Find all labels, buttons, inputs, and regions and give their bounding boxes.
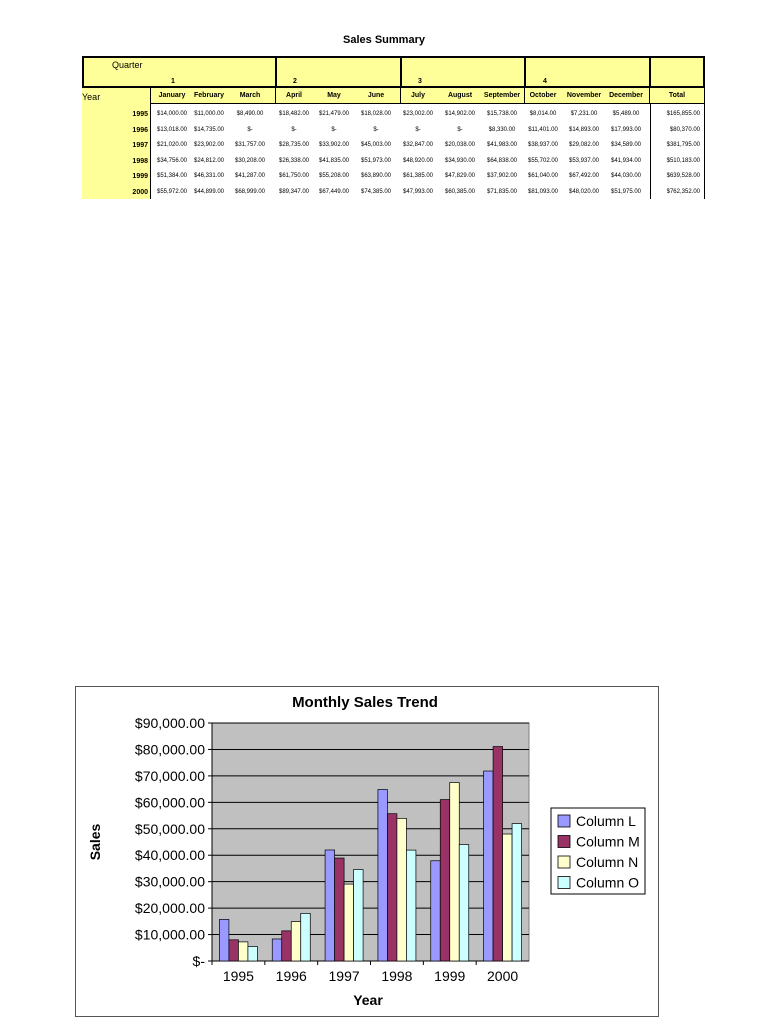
legend-label: Column M xyxy=(576,833,640,850)
chart-legend xyxy=(551,808,645,894)
bar xyxy=(503,834,513,961)
x-tick-label: 1999 xyxy=(434,968,466,984)
table-cell: $8,330.00 xyxy=(488,126,516,133)
y-tick-label: $70,000.00 xyxy=(134,767,205,784)
table-cell: $81,093.00 xyxy=(527,188,559,195)
table-cell: $67,492.00 xyxy=(568,173,600,179)
year-label: Year xyxy=(82,92,101,102)
data-cells xyxy=(150,104,719,199)
header-divider xyxy=(275,88,276,104)
table-cell: $60,385.00 xyxy=(444,188,476,195)
month-header: August xyxy=(447,92,473,99)
sheet-title: Sales Summary xyxy=(343,34,425,46)
table-cell: $37,902.00 xyxy=(486,173,518,179)
quarter-divider xyxy=(524,56,526,86)
table-cell: $63,890.00 xyxy=(360,173,392,179)
y-tick-label: $- xyxy=(192,953,205,969)
legend-swatch xyxy=(558,877,570,889)
y-tick-label: $80,000.00 xyxy=(134,741,205,758)
quarter-header-row xyxy=(82,56,705,88)
table-cell: $21,020.00 xyxy=(156,142,188,148)
bar xyxy=(406,850,416,961)
table-cell: $29,082.00 xyxy=(568,142,600,148)
table-cell: $38,937.00 xyxy=(527,142,559,148)
table-cell: $- xyxy=(373,126,379,133)
table-cell: $41,934.00 xyxy=(610,157,642,164)
table-cell: $- xyxy=(247,126,253,133)
table-cell: $71,835.00 xyxy=(486,188,518,195)
table-cell: $30,208.00 xyxy=(234,157,266,164)
table-cell: $32,847.00 xyxy=(402,142,434,148)
table-cell: $61,385.00 xyxy=(402,173,434,179)
table-cell: $51,973.00 xyxy=(360,157,392,164)
table-cell: $44,030.00 xyxy=(610,173,642,179)
plot-background xyxy=(212,723,529,961)
row-year: 1999 xyxy=(132,173,148,180)
table-cell: $68,999.00 xyxy=(234,188,266,195)
bar xyxy=(282,931,292,961)
bar xyxy=(378,790,388,961)
total-cell: $639,528.00 xyxy=(666,173,700,179)
x-tick-label: 1998 xyxy=(381,968,413,984)
month-header: February xyxy=(194,92,224,99)
y-tick-label: $50,000.00 xyxy=(134,820,205,837)
table-cell: $17,993.00 xyxy=(610,126,642,133)
table-cell: $44,899.00 xyxy=(193,188,225,195)
total-column xyxy=(650,104,705,199)
table-cell: $23,002.00 xyxy=(402,111,434,117)
table-cell: $34,589.00 xyxy=(610,142,642,148)
bar xyxy=(325,850,335,961)
table-cell: $33,902.00 xyxy=(318,142,350,148)
table-cell: $20,038.00 xyxy=(444,142,476,148)
total-header: Total xyxy=(668,92,686,99)
legend-label: Column N xyxy=(576,854,639,870)
table-cell: $53,937.00 xyxy=(568,157,600,164)
y-tick-label: $10,000.00 xyxy=(134,926,205,943)
header-divider xyxy=(400,88,401,104)
x-tick-label: 1995 xyxy=(222,968,254,984)
table-cell: $- xyxy=(291,126,297,133)
table-cell: $41,835.00 xyxy=(318,157,350,164)
header-divider xyxy=(524,88,525,104)
total-cell: $80,370.00 xyxy=(669,126,700,133)
header-divider xyxy=(649,88,650,104)
table-cell: $24,812.00 xyxy=(193,157,225,164)
y-tick-label: $30,000.00 xyxy=(134,873,205,890)
y-tick-label: $90,000.00 xyxy=(134,715,205,731)
quarter-label: Quarter xyxy=(112,60,143,70)
x-tick-label: 1996 xyxy=(275,968,307,984)
legend-swatch xyxy=(558,856,570,868)
table-cell: $48,020.00 xyxy=(568,188,600,195)
bar xyxy=(431,861,441,961)
bar xyxy=(301,913,311,961)
total-cell: $510,183.00 xyxy=(666,157,700,164)
bar xyxy=(484,771,494,961)
month-header: March xyxy=(239,92,261,99)
quarter-number: 4 xyxy=(543,78,547,85)
table-cell: $61,750.00 xyxy=(278,173,310,179)
month-header: December xyxy=(609,92,643,99)
table-cell: $18,028.00 xyxy=(360,111,392,117)
y-tick-label: $40,000.00 xyxy=(134,847,205,864)
bar xyxy=(272,939,282,961)
table-cell: $23,902.00 xyxy=(193,142,225,148)
table-cell: $- xyxy=(331,126,337,133)
legend-swatch xyxy=(558,815,570,827)
bar xyxy=(440,800,450,961)
legend-label: Column L xyxy=(576,813,636,829)
x-tick-label: 2000 xyxy=(487,968,519,984)
bar xyxy=(291,922,301,961)
table-cell: $14,735.00 xyxy=(193,126,225,133)
table-cell: $26,338.00 xyxy=(278,157,310,164)
table-cell: $55,702.00 xyxy=(527,157,559,164)
table-cell: $21,479.00 xyxy=(318,111,350,117)
row-year: 1998 xyxy=(132,157,148,165)
y-tick-label: $60,000.00 xyxy=(134,794,205,811)
bar xyxy=(459,845,469,961)
total-cell: $381,795.00 xyxy=(666,142,700,148)
quarter-number: 1 xyxy=(171,78,175,85)
monthly-sales-chart xyxy=(76,687,658,1016)
table-cell: $47,993.00 xyxy=(402,188,434,195)
table-cell: $8,490.00 xyxy=(236,111,264,117)
table-cell: $46,331.00 xyxy=(193,173,225,179)
bar xyxy=(387,814,397,961)
table-cell: $18,482.00 xyxy=(278,111,310,117)
row-year: 1995 xyxy=(132,111,148,118)
chart-area xyxy=(75,686,659,1017)
table-cell: $51,384.00 xyxy=(156,173,188,179)
table-cell: $- xyxy=(415,126,421,133)
table-cell: $41,983.00 xyxy=(486,142,518,148)
y-tick-label: $20,000.00 xyxy=(134,900,205,917)
table-cell: $55,208.00 xyxy=(318,173,350,179)
bar xyxy=(512,824,522,961)
table-cell: $48,920.00 xyxy=(402,157,434,164)
table-cell: $5,489.00 xyxy=(612,111,640,117)
x-axis-title: Year xyxy=(353,992,383,1008)
table-cell: $55,972.00 xyxy=(156,188,188,195)
quarter-divider xyxy=(275,56,277,86)
row-year: 2000 xyxy=(132,188,148,196)
legend-label: Column O xyxy=(576,874,640,891)
month-header: July xyxy=(410,92,425,99)
table-cell: $13,018.00 xyxy=(156,126,188,133)
month-header: May xyxy=(327,92,341,99)
bar xyxy=(493,747,503,961)
table-cell: $74,385.00 xyxy=(360,188,392,195)
table-cell: $8,014.00 xyxy=(529,111,557,117)
table-cell: $34,930.00 xyxy=(444,157,476,164)
bar xyxy=(219,919,229,961)
table-cell: $89,347.00 xyxy=(278,188,310,195)
month-header: April xyxy=(286,92,302,99)
row-year: 1997 xyxy=(132,142,148,149)
table-cell: $45,003.00 xyxy=(360,142,392,148)
table-cell: $11,000.00 xyxy=(194,111,224,117)
sales-summary-table xyxy=(82,56,705,199)
month-header: June xyxy=(367,92,385,99)
legend-swatch xyxy=(558,836,570,848)
bar xyxy=(397,818,407,961)
chart-title: Monthly Sales Trend xyxy=(292,694,438,711)
table-cell: $14,893.00 xyxy=(568,126,600,133)
bar xyxy=(450,783,460,961)
month-header: January xyxy=(158,92,186,99)
total-cell: $762,352.00 xyxy=(666,188,700,195)
table-cell: $11,401.00 xyxy=(528,126,558,133)
bar xyxy=(335,858,345,961)
table-cell: $14,902.00 xyxy=(444,111,476,117)
y-axis-title: Sales xyxy=(87,823,103,861)
table-cell: $47,829.00 xyxy=(444,173,476,179)
quarter-number: 3 xyxy=(418,78,422,85)
month-header: September xyxy=(483,92,521,99)
table-cell: $61,040.00 xyxy=(527,173,559,179)
bar xyxy=(354,870,364,961)
month-header: October xyxy=(529,92,557,99)
table-cell: $51,975.00 xyxy=(610,188,642,195)
bar xyxy=(229,940,239,961)
table-cell: $34,756.00 xyxy=(156,157,188,164)
table-cell: $7,231.00 xyxy=(570,111,598,117)
table-cell: $- xyxy=(457,126,463,133)
table-cell: $31,757.00 xyxy=(234,142,266,148)
x-tick-label: 1997 xyxy=(328,968,360,984)
quarter-number: 2 xyxy=(293,78,297,85)
row-year: 1996 xyxy=(132,126,148,134)
quarter-divider xyxy=(400,56,402,86)
table-cell: $67,449.00 xyxy=(318,188,350,195)
bar xyxy=(238,942,248,961)
table-cell: $41,287.00 xyxy=(234,173,266,179)
table-cell: $15,738.00 xyxy=(486,111,518,117)
table-cell: $28,735.00 xyxy=(278,142,310,148)
total-cell: $165,855.00 xyxy=(666,111,700,117)
table-cell: $14,000.00 xyxy=(156,111,188,117)
bar xyxy=(344,884,354,961)
month-header: November xyxy=(566,92,602,99)
table-cell: $64,838.00 xyxy=(486,157,518,164)
quarter-divider xyxy=(649,56,651,86)
bar xyxy=(248,946,258,961)
